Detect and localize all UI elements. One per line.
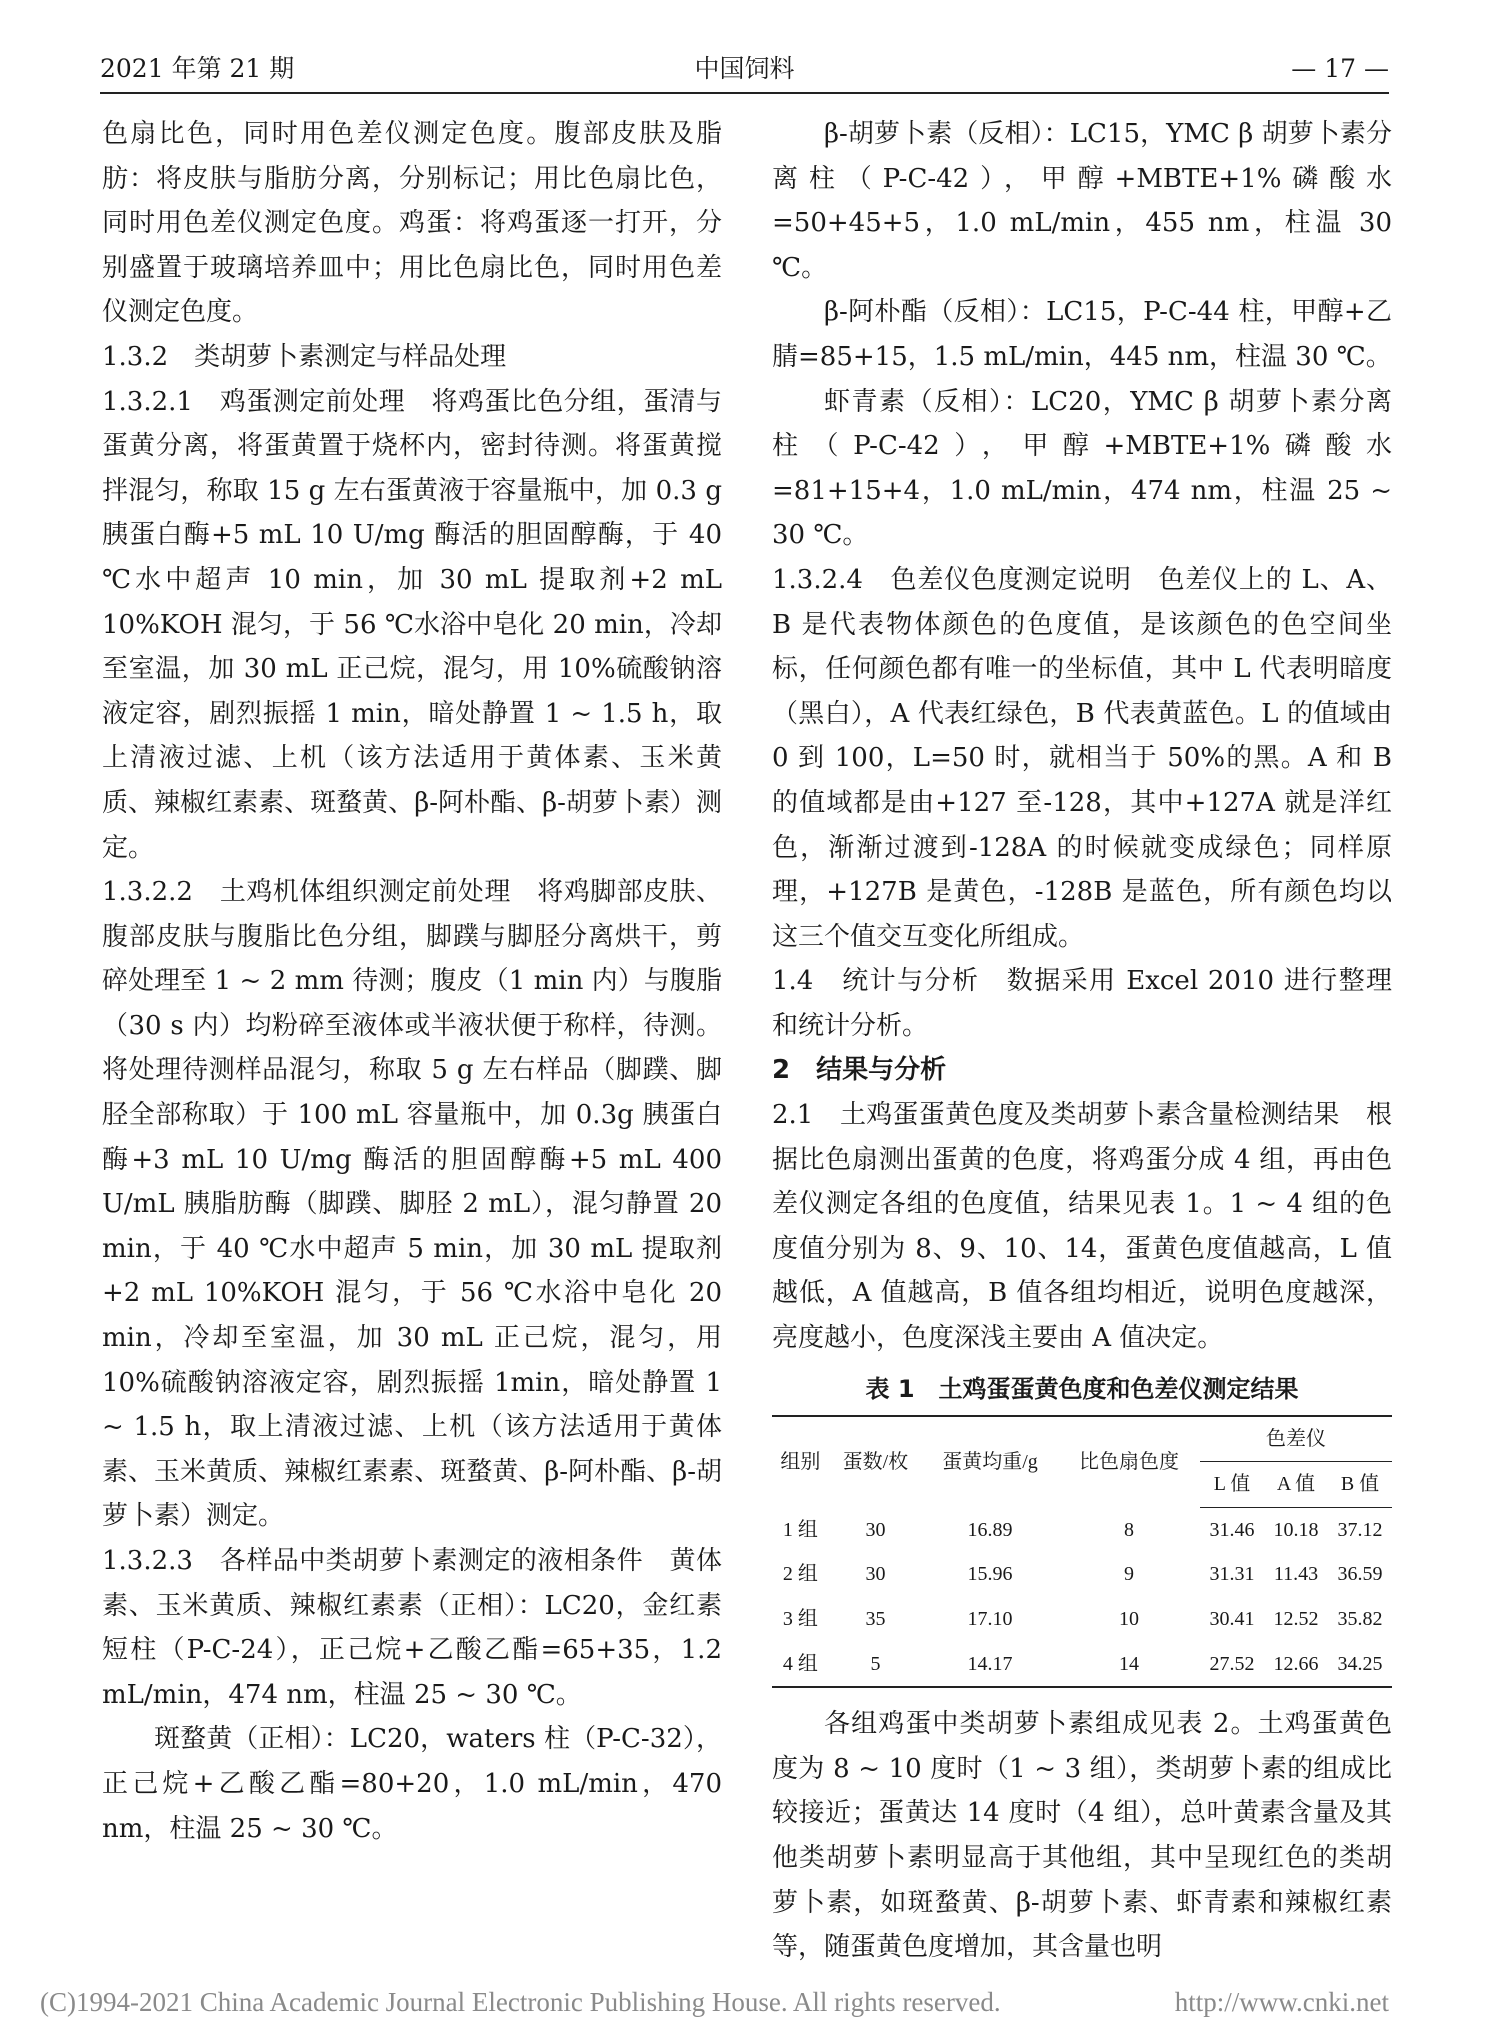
- table-cell: 30: [865, 1518, 886, 1541]
- table-header: B 值: [1328, 1462, 1392, 1508]
- left-column: [102, 112, 722, 1851]
- table-cell: 11.43: [1273, 1563, 1319, 1586]
- table-cell: 16.89: [967, 1518, 1013, 1541]
- paragraph: 虾青素（反相）：LC20，YMC β 胡萝卜素分离柱（P-C-42），甲醇+MBTE+1%磷酸水=81+15+4，1.0 mL/min，474 nm，柱温 25 ~ 30 ℃。: [772, 386, 1392, 551]
- paragraph: 1.3.2.3 各样品中类胡萝卜素测定的液相条件 黄体素、玉米黄质、辣椒红素素（正相）：LC20，金红素短柱（P-C-24），正己烷+乙酸乙酯=65+35，1.2 mL/min，474 nm，柱温 25 ~ 30 ℃。: [102, 1546, 722, 1710]
- table-cell: 1 组: [782, 1518, 818, 1541]
- table-cell: 4 组: [772, 1642, 829, 1688]
- table-cell: 30: [865, 1563, 886, 1586]
- table-header: 色差仪: [1200, 1416, 1392, 1462]
- table-cell: 12.52: [1273, 1608, 1319, 1630]
- table-row: [772, 1507, 1392, 1552]
- table-header: L 值: [1200, 1462, 1264, 1508]
- table-cell: 35.82: [1337, 1608, 1383, 1630]
- paragraph: 1.3.2.2 土鸡机体组织测定前处理 将鸡脚部皮肤、腹部皮肤与腹脂比色分组，脚蹼与脚胫分离烘干，剪碎处理至 1 ~ 2 mm 待测；腹皮（1 min 内）与腹脂（30 s 内）均粉碎至液体或半液状便于称样，待测。将处理待测样品混匀，称取 5 g 左右样品（脚蹼、脚胫全部称取）于 100 mL 容量瓶中，加 0.3g 胰蛋白酶+3 mL 10 U/mg 酶活的胆固醇酶+5 mL 400 U/mL 胰脂肪酶（脚蹼、脚胫 2 mL），混匀静置 20 min，于 40 ℃水中超声 5 min，加 30 mL 提取剂+2 mL 10%KOH 混匀，于 56 ℃水浴中皂化 20 min，冷却至室温，加 30 mL 正己烷，混匀，用 10%硫酸钠溶液定容，剧烈振摇 1min，暗处静置 1 ~ 1.5 h，取上清液过滤、上机（该方法适用于黄体素、玉米黄质、辣椒红素素、斑蝥黄、β-阿朴酯、β-胡萝卜素）测定。: [102, 877, 722, 1532]
- section-heading: 2 结果与分析: [772, 1055, 947, 1086]
- page-number: — 17 —: [1291, 54, 1389, 83]
- page-footer: [40, 1987, 1389, 2018]
- table-cell: 31.46: [1209, 1518, 1255, 1541]
- copyright-notice: (C)1994-2021 China Academic Journal Electronic Publishing House. All rights reserved.: [40, 1987, 1001, 2017]
- table-cell: 15.96: [967, 1563, 1013, 1586]
- table-cell: 10: [1118, 1608, 1139, 1630]
- results-table: [772, 1415, 1392, 1689]
- table-cell: 34.25: [1328, 1642, 1392, 1688]
- table-cell: 3 组: [782, 1608, 818, 1630]
- section-heading: 1.3.2 类胡萝卜素测定与样品处理: [102, 341, 507, 372]
- table-cell: 30.41: [1209, 1608, 1255, 1630]
- table-cell: 37.12: [1337, 1518, 1383, 1541]
- table-cell: 35: [865, 1608, 886, 1630]
- table-header: 比色扇色度: [1058, 1416, 1200, 1508]
- paragraph: 1.4 统计与分析 数据采用 Excel 2010 进行整理和统计分析。: [772, 966, 1392, 1041]
- table-cell: 36.59: [1337, 1563, 1383, 1586]
- paragraph: 2.1 土鸡蛋蛋黄色度及类胡萝卜素含量检测结果 根据比色扇测出蛋黄的色度，将鸡蛋分成 4 组，再由色差仪测定各组的色度值，结果见表 1。1 ~ 4 组的色度值分别为 8、9、10、14，蛋黄色度值越高，L 值越低，A 值越高，B 值各组均相近，说明色度越深，亮度越小，色度深浅主要由 A 值决定。: [772, 1100, 1392, 1354]
- table-cell: 10.18: [1273, 1518, 1319, 1541]
- page-header: [100, 52, 1389, 94]
- right-column: [772, 112, 1392, 1970]
- paragraph: 1.3.2.4 色差仪色度测定说明 色差仪上的 L、A、B 是代表物体颜色的色度值，是该颜色的色空间坐标，任何颜色都有唯一的坐标值，其中 L 代表明暗度（黑白），A 代表红绿色，B 代表黄蓝色。L 的值域由 0 到 100，L=50 时，就相当于 50%的黑。A 和 B 的值域都是由+127 至-128，其中+127A 就是洋红色，渐渐过渡到-128A 的时候就变成绿色；同样原理，+127B 是黄色，-128B 是蓝色，所有颜色均以这三个值交互变化所组成。: [772, 564, 1392, 952]
- table-cell: 5: [829, 1642, 922, 1688]
- table-cell: 31.31: [1209, 1563, 1255, 1586]
- table-cell: 9: [1123, 1563, 1134, 1586]
- table-row: [772, 1642, 1392, 1688]
- table-cell: 17.10: [967, 1608, 1013, 1630]
- paragraph: 色扇比色，同时用色差仪测定色度。腹部皮肤及脂肪：将皮肤与脂肪分离，分别标记；用比色扇比色，同时用色差仪测定色度。鸡蛋：将鸡蛋逐一打开，分别盛置于玻璃培养皿中；用比色扇比色，同时用色差仪测定色度。: [102, 119, 722, 328]
- table-header: A 值: [1264, 1462, 1328, 1508]
- table-header: 蛋黄均重/g: [922, 1416, 1058, 1508]
- table-cell: 27.52: [1200, 1642, 1264, 1688]
- paragraph: 1.3.2.1 鸡蛋测定前处理 将鸡蛋比色分组，蛋清与蛋黄分离，将蛋黄置于烧杯内，密封待测。将蛋黄搅拌混匀，称取 15 g 左右蛋黄液于容量瓶中，加 0.3 g 胰蛋白酶+5 mL 10 U/mg 酶活的胆固醇酶，于 40 ℃水中超声 10 min，加 30 mL 提取剂+2 mL 10%KOH 混匀，于 56 ℃水浴中皂化 20 min，冷却至室温，加 30 mL 正己烷，混匀，用 10%硫酸钠溶液定容，剧烈振摇 1 min，暗处静置 1 ~ 1.5 h，取上清液过滤、上机（该方法适用于黄体素、玉米黄质、辣椒红素素、斑蝥黄、β-阿朴酯、β-胡萝卜素）测定。: [102, 386, 722, 863]
- table-cell: 14.17: [922, 1642, 1058, 1688]
- table-row: [772, 1552, 1392, 1597]
- table-title: 表 1 土鸡蛋蛋黄色度和色差仪测定结果: [865, 1374, 1299, 1403]
- table-cell: 14: [1058, 1642, 1200, 1688]
- table-header: 蛋数/枚: [829, 1416, 922, 1508]
- table-header: 组别: [772, 1416, 829, 1508]
- paragraph: β-胡萝卜素（反相）：LC15，YMC β 胡萝卜素分离柱（P-C-42），甲醇+MBTE+1%磷酸水=50+45+5，1.0 mL/min，455 nm，柱温 30 ℃。: [772, 119, 1392, 283]
- paragraph: 各组鸡蛋中类胡萝卜素组成见表 2。土鸡蛋黄色度为 8 ~ 10 度时（1 ~ 3 组），类胡萝卜素的组成比较接近；蛋黄达 14 度时（4 组），总叶黄素含量及其他类胡萝卜素明显高于其他组，其中呈现红色的类胡萝卜素，如斑蝥黄、β-胡萝卜素、虾青素和辣椒红素等，随蛋黄色度增加，其含量也明: [772, 1709, 1392, 1963]
- table-row: [772, 1597, 1392, 1642]
- paragraph: β-阿朴酯（反相）：LC15，P-C-44 柱，甲醇+乙腈=85+15，1.5 mL/min，445 nm，柱温 30 ℃。: [772, 297, 1392, 372]
- table-cell: 8: [1123, 1518, 1134, 1541]
- footer-url: http://www.cnki.net: [1174, 1987, 1389, 2017]
- table-cell: 12.66: [1264, 1642, 1328, 1688]
- paragraph: 斑蝥黄（正相）：LC20，waters 柱（P-C-32），正己烷+乙酸乙酯=80+20，1.0 mL/min，470 nm，柱温 25 ~ 30 ℃。: [102, 1724, 722, 1844]
- table-cell: 2 组: [782, 1563, 818, 1586]
- issue-label: 2021 年第 21 期: [100, 54, 295, 83]
- journal-name: 中国饲料: [694, 54, 795, 83]
